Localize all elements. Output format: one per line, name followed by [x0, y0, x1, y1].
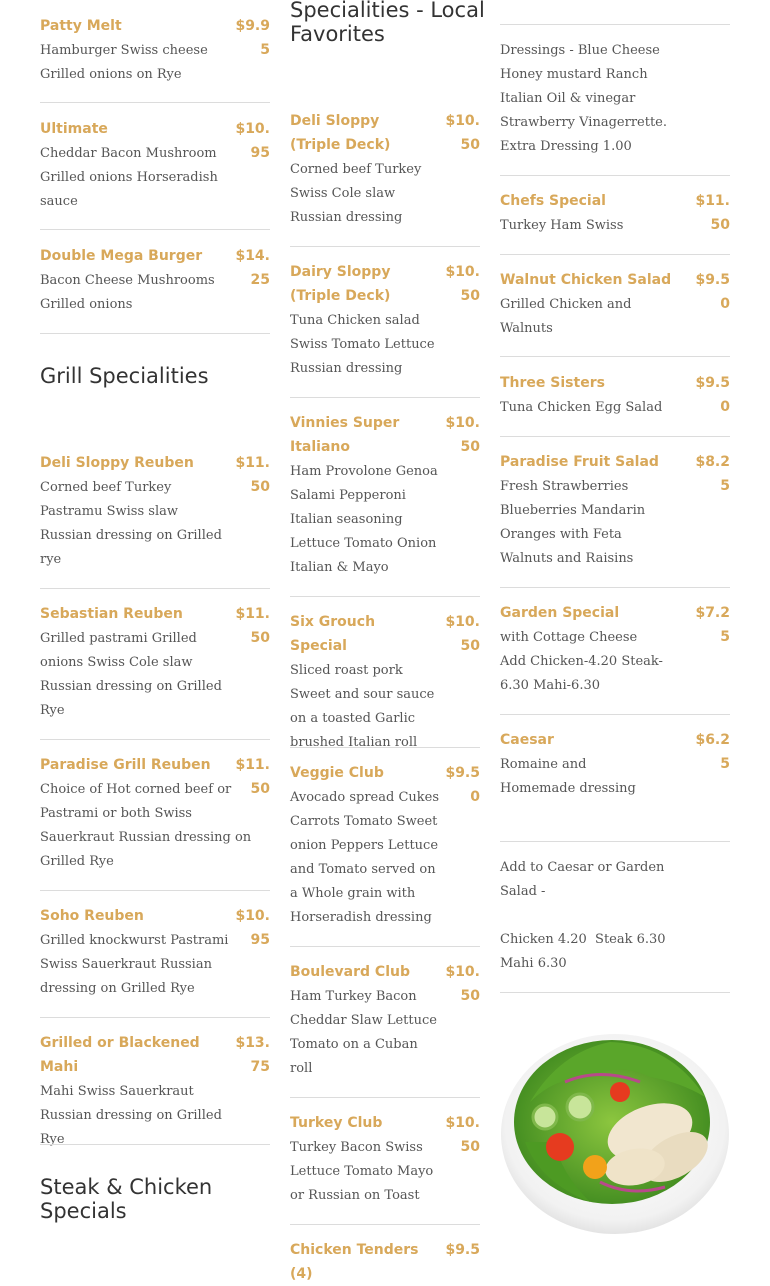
item-description: Sliced roast pork Sweet and sour sauce on a toasted Garlic brushed Italian roll [290, 663, 435, 750]
section-title-grill: Grill Specialities [40, 364, 209, 388]
item-name: Patty Melt [40, 18, 122, 34]
menu-item [40, 904, 270, 1001]
item-price: $10.50 [445, 614, 480, 654]
item-description: Fresh Strawberries Blueberries Mandarin Oranges with Feta Walnuts and Raisins [500, 479, 646, 566]
divider [290, 397, 480, 398]
addon-title: Add to Caesar or Garden Salad - [500, 860, 665, 899]
item-name: Boulevard Club [290, 964, 410, 980]
item-name: Sebastian Reuben [40, 606, 183, 622]
item-description: Corned beef Turkey Swiss Cole slaw Russian dressing [290, 162, 422, 225]
item-name: Soho Reuben [40, 908, 144, 924]
item-price: $14.25 [235, 248, 270, 288]
item-price: $11.50 [235, 606, 270, 646]
item-price: $10.50 [445, 113, 480, 153]
item-description: Hamburger Swiss cheese Grilled onions on Rye [40, 43, 208, 82]
item-price: $10.95 [235, 908, 270, 948]
item-price: $7.25 [695, 605, 730, 645]
item-price: $11.50 [695, 193, 730, 233]
item-name: Veggie Club [290, 765, 384, 781]
item-price: $10.50 [445, 264, 480, 304]
item-description: Corned beef Turkey Pastramu Swiss slaw Russian dressing on Grilled rye [40, 480, 222, 567]
divider [40, 588, 270, 589]
menu-item [290, 1111, 480, 1208]
item-description: Grilled knockwurst Pastrami Swiss Sauerkraut Russian dressing on Grilled Rye [40, 933, 229, 996]
item-name: Double Mega Burger [40, 248, 203, 264]
item-description: with Cottage Cheese Add Chicken-4.20 Steak-6.30 Mahi-6.30 [500, 630, 663, 693]
item-description: Mahi Swiss Sauerkraut Russian dressing on Grilled Rye [40, 1084, 222, 1147]
menu-item [40, 1031, 270, 1152]
divider [40, 333, 270, 334]
menu-item [500, 371, 730, 420]
item-name: Dairy Sloppy (Triple Deck) [290, 264, 391, 304]
divider [40, 102, 270, 103]
menu-item [40, 244, 270, 317]
item-name: Turkey Club [290, 1115, 383, 1131]
item-description: Tuna Chicken Egg Salad [500, 400, 663, 415]
divider [500, 587, 730, 588]
item-description: Grilled Chicken and Walnuts [500, 297, 632, 336]
menu-item [500, 189, 730, 238]
item-name: Paradise Grill Reuben [40, 757, 211, 773]
divider [500, 254, 730, 255]
item-name: Garden Special [500, 605, 620, 621]
item-price: $9.5 [445, 1242, 480, 1258]
divider [40, 739, 270, 740]
item-price: $11.50 [235, 455, 270, 495]
menu-item [40, 602, 270, 723]
item-name: Vinnies Super Italiano [290, 415, 400, 455]
item-description: Turkey Ham Swiss [500, 218, 624, 233]
menu-item [40, 753, 270, 874]
menu-item [290, 761, 480, 930]
item-price: $11.50 [235, 757, 270, 797]
menu-item [40, 14, 270, 87]
divider [500, 841, 730, 842]
menu-item [290, 960, 480, 1081]
divider [500, 175, 730, 176]
menu-item [500, 601, 730, 698]
item-description: Bacon Cheese Mushrooms Grilled onions [40, 273, 215, 312]
item-name: Grilled or Blackened Mahi [40, 1035, 200, 1075]
item-price: $9.50 [695, 375, 730, 415]
divider [290, 747, 480, 748]
section-title-steak-chicken: Steak & Chicken Specials [40, 1175, 213, 1223]
divider [500, 714, 730, 715]
dressings-note: Dressings - Blue Cheese Honey mustard Ranch Italian Oil & vinegar Strawberry Vinagerrette. Extra Dressing 1.00 [500, 43, 667, 154]
divider [40, 890, 270, 891]
item-price: $9.95 [235, 18, 270, 58]
divider [500, 24, 730, 25]
item-description: Tuna Chicken salad Swiss Tomato Lettuce Russian dressing [290, 313, 435, 376]
divider [500, 436, 730, 437]
divider [40, 1144, 270, 1145]
item-price: $10.50 [445, 415, 480, 455]
item-name: Walnut Chicken Salad [500, 272, 672, 288]
menu-item [500, 728, 730, 801]
item-name: Chefs Special [500, 193, 606, 209]
item-price: $8.25 [695, 454, 730, 494]
menu-item [290, 109, 480, 230]
item-price: $13.75 [235, 1035, 270, 1075]
item-price: $9.50 [695, 272, 730, 312]
divider [290, 246, 480, 247]
item-description: Ham Turkey Bacon Cheddar Slaw Lettuce Tomato on a Cuban roll [290, 989, 437, 1076]
divider [290, 946, 480, 947]
divider [290, 1097, 480, 1098]
item-name: Chicken Tenders (4) [290, 1242, 419, 1282]
menu-item [290, 260, 480, 381]
divider [290, 1224, 480, 1225]
item-price: $10.50 [445, 964, 480, 1004]
menu-item [500, 268, 730, 341]
divider [500, 992, 730, 993]
divider [40, 1017, 270, 1018]
menu-item [500, 450, 730, 571]
item-price: $6.25 [695, 732, 730, 772]
menu-item [40, 117, 270, 214]
item-description: Avocado spread Cukes Carrots Tomato Sweet onion Peppers Lettuce and Tomato served on a Whole grain with Horseradish dressing [290, 790, 440, 925]
item-name: Deli Sloppy (Triple Deck) [290, 113, 391, 153]
divider [290, 596, 480, 597]
menu-item [290, 1238, 480, 1286]
item-price: $10.50 [445, 1115, 480, 1155]
item-description: Turkey Bacon Swiss Lettuce Tomato Mayo or Russian on Toast [290, 1140, 434, 1203]
item-price: $10.95 [235, 121, 270, 161]
item-description: Romaine and Homemade dressing [500, 757, 636, 796]
item-description: Cheddar Bacon Mushroom Grilled onions Horseradish sauce [40, 146, 218, 209]
menu-item [290, 411, 480, 580]
item-name: Three Sisters [500, 375, 605, 391]
addon-prices: Chicken 4.20 Steak 6.30 Mahi 6.30 [500, 932, 674, 971]
menu-item [40, 451, 270, 572]
item-price: $9.50 [445, 765, 480, 805]
salad-photo [500, 1022, 730, 1237]
item-name: Deli Sloppy Reuben [40, 455, 194, 471]
menu-item [290, 610, 480, 755]
item-name: Paradise Fruit Salad [500, 454, 659, 470]
divider [500, 356, 730, 357]
item-description: Ham Provolone Genoa Salami Pepperoni Italian seasoning Lettuce Tomato Onion Italian & Mayo [290, 464, 438, 575]
item-name: Ultimate [40, 121, 108, 137]
divider [40, 229, 270, 230]
item-name: Six Grouch Special [290, 614, 376, 654]
section-title-specialities: Specialities - Local Favorites [290, 0, 485, 46]
item-name: Caesar [500, 732, 554, 748]
item-description: Grilled pastrami Grilled onions Swiss Cole slaw Russian dressing on Grilled Rye [40, 631, 222, 718]
item-description: Choice of Hot corned beef or Pastrami or both Swiss Sauerkraut Russian dressing on Grilled Rye [40, 782, 252, 869]
